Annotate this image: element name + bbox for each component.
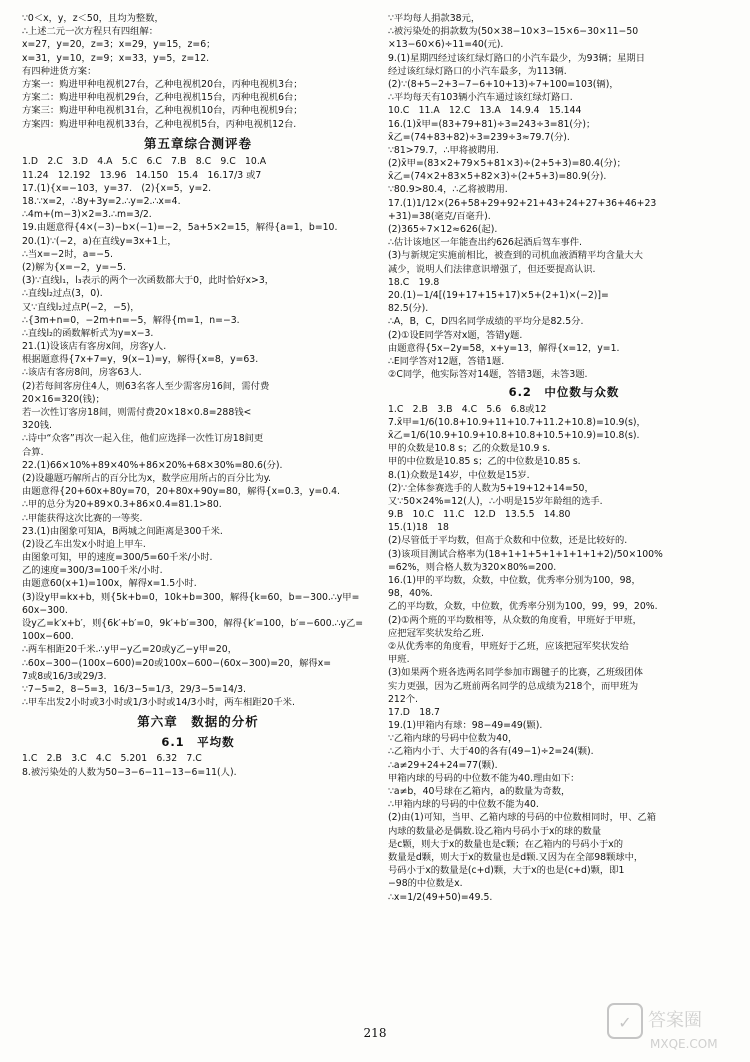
answer-line: ∴当x=−2时，a=−5. xyxy=(22,248,113,260)
answer-line: 20.(1)−1/4[(19+17+15+17)×5+(2+1)×(−2)]= xyxy=(388,289,609,301)
answer-line: 方案四：购进甲种电视机33台，乙种电视机5台，丙种电视机12台. xyxy=(22,118,297,130)
answer-line: 21.(1)设该店有客房x间，房客y人. xyxy=(22,341,167,353)
answer-line: ∴60x−300−(100x−600)=20或100x−600−(60x−300)=20，解得x= xyxy=(22,657,332,669)
answer-line: 18.C 19.8 xyxy=(388,276,440,288)
answer-line: 10.C 11.A 12.C 13.A 14.9.4 15.144 xyxy=(388,105,582,117)
answer-line: 乙的速度=300/3=100千米/小时. xyxy=(22,565,163,577)
answer-line: 1.D 2.C 3.D 4.A 5.C 6.C 7.B 8.C 9.C 10.A xyxy=(22,156,267,168)
answer-line: ∴甲车出发2小时或3小时或1/3小时或14/3小时，两车相距20千米. xyxy=(22,697,295,709)
answer-line: ∵平均每人捐款38元， xyxy=(388,13,481,24)
answer-line: 1.C 2.B 3.C 4.C 5.201 6.32 7.C xyxy=(22,753,202,765)
answer-line: 1.C 2.B 3.B 4.C 5.6 6.8或12 xyxy=(388,403,547,415)
answer-line: 经过该红绿灯路口的小汽车最多，为113辆. xyxy=(388,65,567,77)
answer-line: ∴该店有客房8间，房客63人. xyxy=(22,367,142,379)
answer-line: (2)解为{x=−2，y=−5. xyxy=(22,261,126,273)
answer-line: 60x−300. xyxy=(22,604,68,616)
answer-line: 8.(1)众数是14岁，中位数是15岁. xyxy=(388,469,530,481)
answer-line: (2)尽管低于平均数，但高于众数和中位数，还是比较好的. xyxy=(388,535,628,547)
answer-line: ∴直线l₂的函数解析式为y=x−3. xyxy=(22,327,154,339)
answer-line: 乙的平均数，众数，中位数，优秀率分别为100，99，99，20%. xyxy=(388,601,658,613)
answer-line: 16.(1)x̄甲=(83+79+81)÷3=243÷3=81(分)； xyxy=(388,118,596,130)
answer-line: ∴E同学答对12题，答错1题. xyxy=(388,355,505,367)
watermark-logo xyxy=(606,1000,736,1056)
answer-line: 又∵直线l₂过点P(−2，−5)， xyxy=(22,301,140,313)
answer-line: ∵81>79.7，∴甲将被聘用. xyxy=(388,144,499,156)
answer-line: ∴4m+(m−3)×2=3.∴m=3/2. xyxy=(22,209,152,221)
answer-line: 82.5(分). xyxy=(388,303,429,315)
answer-line: 甲的中位数是10.85 s；乙的中位数是10.85 s. xyxy=(388,456,581,468)
answer-line: ∴x=1/2(49+50)=49.5. xyxy=(388,891,493,903)
answer-line: 由题意得{5x−2y=58，x+y=13，解得{x=12，y=1. xyxy=(388,342,620,354)
answer-line: x̄乙=(74×2+83×5+82×3)÷(2+5+3)=80.9(分). xyxy=(388,171,607,183)
answer-line: ∴甲的总分为20+89×0.3+86×0.4=81.1>80. xyxy=(22,499,222,511)
answer-line: (3)与新规定实施前相比，被查到的司机血液酒精平均含量大大 xyxy=(388,250,643,262)
answer-line: x=27，y=20，z=3；x=29，y=15，z=6； xyxy=(22,39,216,51)
answer-line: ∴直线l₂过点(3，0). xyxy=(22,288,103,300)
watermark-title: 答案圈 xyxy=(648,1010,702,1031)
answer-line: 设y乙=k′x+b′，则{6k′+b′=0，9k′+b′=300，解得{k′=100，b′=−600.∴y乙= xyxy=(22,618,364,629)
right-column xyxy=(388,12,740,904)
answer-line: 15.(1)18 18 xyxy=(388,522,449,534)
answer-line: (2)由(1)可知，当甲、乙箱内球的号码的中位数相同时，甲、乙箱 xyxy=(388,812,657,824)
answer-line: 18.∵x=2，∴8y+3y=2.∴y=2.∴x=4. xyxy=(22,196,181,207)
answer-line: 应把冠军奖状发给乙班. xyxy=(388,627,484,639)
answer-line: −98的中位数是x. xyxy=(388,878,463,890)
answer-line: 20.(1)∵(−2，a)在直线y=3x+1上， xyxy=(22,235,177,247)
answer-line: 实力更强，因为乙班前两名同学的总成绩为218个，而甲班为 xyxy=(388,680,639,692)
answer-line: (2)∵(8+5−2+3−7−6+10+13)÷7+100=103(辆)， xyxy=(388,78,619,90)
answer-line: 由图象可知，甲的速度=300/5=60千米/小时. xyxy=(22,552,213,564)
answer-line: (2)365÷7×12≈626(起). xyxy=(388,224,498,235)
answer-line: ②从优秀率的角度看，甲班好于乙班，应该把冠军奖状发给 xyxy=(388,640,629,652)
section-heading: 第五章综合测评卷 xyxy=(143,135,252,151)
answer-line: 11.24 12.192 13.96 14.150 15.4 16.17/3 或7 xyxy=(22,169,262,181)
answer-line: ∵乙箱内球的号码中位数为40， xyxy=(388,733,518,745)
answer-line: 合算. xyxy=(22,446,44,458)
answer-line: ∴估计该地区一年能查出约626起酒后驾车事件. xyxy=(388,237,582,249)
answer-line: 22.(1)66×10%+89×40%+86×20%+68×30%=80.6(分). xyxy=(22,459,283,471)
answer-line: 由题意得{20+60x+80y=70，20+80x+90y=80，解得{x=0.3，y=0.4. xyxy=(22,486,340,498)
answer-line: 212个. xyxy=(388,693,418,705)
answer-line: ∴两车相距20千米.∴y甲−y乙=20或y乙−y甲=20， xyxy=(22,644,238,656)
answer-line: 方案二：购进甲种电视机29台，乙种电视机15台，丙种电视机6台； xyxy=(22,92,303,104)
answer-line: 19.(1)甲箱内有球：98−49=49(颗). xyxy=(388,720,543,732)
answer-line: 减少，说明人们法律意识增强了，但还要提高认识. xyxy=(388,263,596,275)
answer-line: ∴上述二元一次方程只有四组解： xyxy=(22,26,159,38)
answer-line: (2)设乙车出发x小时追上甲车. xyxy=(22,538,146,550)
watermark-badge-glyph: ✓ xyxy=(618,1013,632,1032)
answer-line: ∴a≠29+24+24=77(颗). xyxy=(388,759,498,771)
answer-line: 98，40%. xyxy=(388,588,433,600)
answer-line: 甲箱内球的号码的中位数不能为40.理由如下： xyxy=(388,772,580,784)
answer-line: 100x−600. xyxy=(22,631,74,643)
answer-line: (2)∵全体参赛选手的人数为5+19+12+14=50， xyxy=(388,482,594,494)
answer-line: +31)=38(毫克/百毫升). xyxy=(388,210,491,222)
answer-line: 17.(1){x=−103，y=37. (2){x=5，y=2. xyxy=(22,182,212,194)
answer-line: ∴乙箱内小于、大于40的各有(49−1)÷2=24(颗). xyxy=(388,746,594,758)
answer-line: (3)∵直线l₁，l₃表示的两个一次函数都大于0，此时恰好x>3， xyxy=(22,275,275,287)
answer-line: 17.(1)1/12×(26+58+29+92+21+43+24+27+36+46+23 xyxy=(388,197,657,209)
answer-line: 方案一：购进甲种电视机27台，乙种电视机20台，丙种电视机3台； xyxy=(22,78,303,90)
watermark-url: MXQE.COM xyxy=(650,1037,718,1051)
answer-line: ∴A，B，C，D四名同学成绩的平均分是82.5分. xyxy=(388,316,584,328)
answer-line: ∵a≠b，40号球在乙箱内，a的数量为奇数， xyxy=(388,786,571,798)
answer-line: ∵80.9>80.4，∴乙将被聘用. xyxy=(388,184,508,196)
answer-line: 内球的数量必是偶数.设乙箱内号码小于x的球的数量 xyxy=(388,825,601,837)
answer-line: (2)①设E同学答对x题，答错y题. xyxy=(388,329,523,341)
answer-line: 20×16=320(钱)； xyxy=(22,393,105,405)
answer-line: ×13−60×6)÷11=40(元). xyxy=(388,39,504,51)
answer-line: (2)设趣题巧解所占的百分比为x，数学应用所占的百分比为y. xyxy=(22,472,271,484)
answer-line: 根据题意得{7x+7=y，9(x−1)=y，解得{x=8，y=63. xyxy=(22,354,259,366)
answer-line: 甲班. xyxy=(388,654,410,666)
answer-line: ∴被污染处的捐款数为(50×38−10×3−15×6−30×11−50 xyxy=(388,26,639,38)
answer-line: 若一次性订客房18间，则需付费20×18×0.8=288钱< xyxy=(22,407,252,418)
answer-line: 是c颗，则大于x的数量也是c颗；在乙箱内的号码小于x的 xyxy=(388,838,624,850)
answer-line: 8.被污染处的人数为50−3−6−11−13−6=11(人). xyxy=(22,766,237,778)
answer-line: (3)设y甲=kx+b，则{5k+b=0，10k+b=300，解得{k=60，b=−300.∴y甲= xyxy=(22,591,360,603)
answer-line: 16.(1)甲的平均数，众数，中位数，优秀率分别为100，98， xyxy=(388,575,641,587)
answer-line: 号码小于x的数量是(c+d)颗，大于x的也是(c+d)颗，即1 xyxy=(388,865,625,877)
answer-line: ∴平均每天有103辆小汽车通过该红绿灯路口. xyxy=(388,92,573,104)
answer-line: (3)如果两个班各选两名同学参加市踢毽子的比赛，乙班级团体 xyxy=(388,667,643,679)
answer-line: 又∵50×24%=12(人)，∴小明是15岁年龄组的选手. xyxy=(388,495,603,507)
section-heading: 6.2 中位数与众数 xyxy=(508,385,620,400)
answer-line: (2)若每间客房住4人，则63名客人至少需客房16间，需付费 xyxy=(22,380,270,392)
answer-line: 320钱. xyxy=(22,420,52,432)
answer-line: 有四种进货方案： xyxy=(22,65,97,77)
answer-line: 由题意60(x+1)=100x，解得x=1.5小时. xyxy=(22,578,197,590)
answer-line: 17.D 18.7 xyxy=(388,706,440,718)
answer-line: 9.B 10.C 11.C 12.D 13.5.5 14.80 xyxy=(388,509,571,521)
answer-line: 甲的众数是10.8 s；乙的众数是10.9 s. xyxy=(388,443,551,455)
answer-line: ∵0＜x，y，z＜50，且均为整数， xyxy=(22,13,164,24)
answer-line: 7.x̄甲=1/6(10.8+10.9+11+10.7+11.2+10.8)=10.9(s)， xyxy=(388,416,646,428)
answer-line: ∴{3m+n=0，−2m+n=−5，解得{m=1，n=−3. xyxy=(22,314,240,326)
answer-line: ∵7−5=2，8−5=3，16/3−5=1/3，29/3−5=14/3. xyxy=(22,683,246,695)
answer-line: ∴甲能获得这次比赛的一等奖. xyxy=(22,512,143,524)
answer-line: ∴甲箱内球的号码的中位数不能为40. xyxy=(388,799,539,811)
answer-line: 23.(1)由图象可知A，B两城之间距离是300千米. xyxy=(22,525,223,537)
answer-line: (2)x̄甲=(83×2+79×5+81×3)÷(2+5+3)=80.4(分)； xyxy=(388,158,626,170)
answer-line: 9.(1)星期四经过该红绿灯路口的小汽车最少，为93辆；星期日 xyxy=(388,52,645,64)
answer-line: x=31，y=10，z=9；x=33，y=5，z=12. xyxy=(22,52,210,64)
section-heading: 6.1 平均数 xyxy=(161,735,235,750)
answer-line: x̄乙=1/6(10.9+10.9+10.8+10.8+10.5+10.9)=10.8(s). xyxy=(388,429,640,441)
answer-line: (3)该项目测试合格率为(18+1+1+5+1+1+1+1+2)/50×100% xyxy=(388,548,663,560)
answer-line: =62%，则合格人数为320×80%=200. xyxy=(388,561,557,573)
answer-line: ∴诗中“众客”再次一起入住，他们应选择一次性订房18间更 xyxy=(22,433,264,445)
answer-line: 19.由题意得{4×(−3)−b×(−1)=−2，5a+5×2=15，解得{a=1，b=10. xyxy=(22,222,338,234)
answer-line: 方案三：购进甲种电视机31台，乙种电视机10台，丙种电视机9台； xyxy=(22,105,303,117)
left-column xyxy=(22,12,374,779)
answer-line: x̄乙=(74+83+82)÷3=239÷3≈79.7(分). xyxy=(388,131,570,143)
answer-line: 数量是d颗，则大于x的数量也是d颗.又因为在全部98颗球中， xyxy=(388,851,644,863)
answer-line: ②C同学，他实际答对14题，答错3题，未答3题. xyxy=(388,369,588,381)
section-heading: 第六章 数据的分析 xyxy=(137,714,259,730)
answer-line: (2)①两个班的平均数相等，从众数的角度看，甲班好于甲班， xyxy=(388,614,642,626)
answer-line: 7或8或16/3或29/3. xyxy=(22,670,107,682)
page-number: 218 xyxy=(363,1026,387,1040)
